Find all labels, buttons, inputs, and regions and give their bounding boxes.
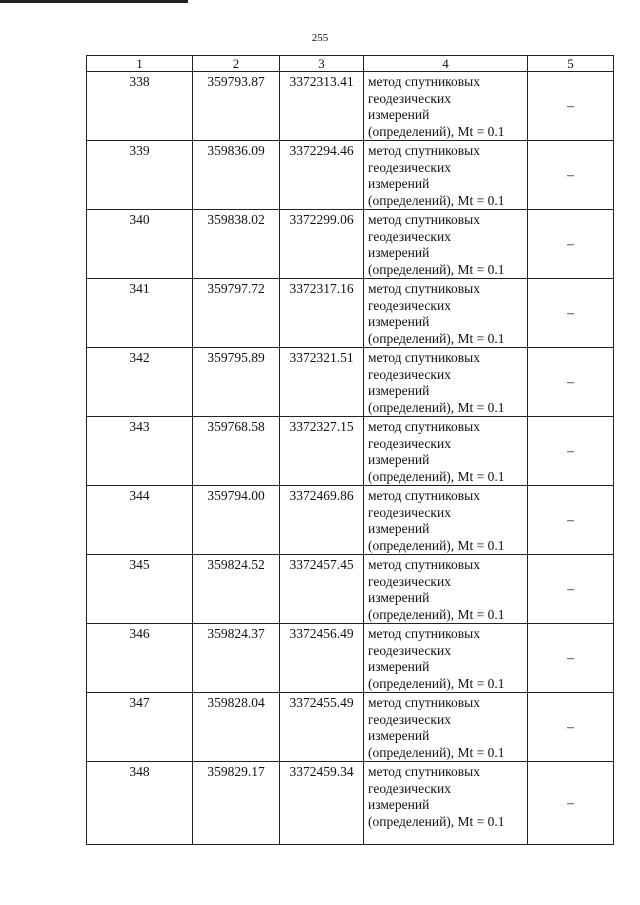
method-line: (определений), Mt = 0.1 <box>368 192 505 208</box>
note-cell: – <box>528 348 614 417</box>
method-line: измерений <box>368 728 430 743</box>
y-coordinate-cell: 3372294.46 <box>280 141 364 210</box>
method-cell <box>364 693 528 762</box>
method-cell <box>364 279 528 348</box>
method-line: (определений), Mt = 0.1 <box>368 675 505 691</box>
method-line: (определений), Mt = 0.1 <box>368 813 505 829</box>
method-cell <box>364 72 528 141</box>
x-coordinate-cell: 359838.02 <box>193 210 280 279</box>
point-number-cell: 344 <box>87 486 193 555</box>
method-cell <box>364 486 528 555</box>
x-coordinate-cell: 359794.00 <box>193 486 280 555</box>
point-number-cell: 341 <box>87 279 193 348</box>
point-number-cell: 345 <box>87 555 193 624</box>
point-number-cell: 347 <box>87 693 193 762</box>
note-cell: – <box>528 417 614 486</box>
note-cell: – <box>528 693 614 762</box>
method-line: геодезических <box>368 642 451 658</box>
note-cell: – <box>528 624 614 693</box>
method-line: геодезических <box>368 297 451 313</box>
point-number-cell: 340 <box>87 210 193 279</box>
method-cell <box>364 348 528 417</box>
y-coordinate-cell: 3372321.51 <box>280 348 364 417</box>
note-cell: – <box>528 279 614 348</box>
note-cell: – <box>528 141 614 210</box>
method-line: измерений <box>368 521 430 536</box>
y-coordinate-cell: 3372459.34 <box>280 762 364 845</box>
method-line: геодезических <box>368 159 451 175</box>
method-cell <box>364 555 528 624</box>
point-number-cell: 346 <box>87 624 193 693</box>
method-line: (определений), Mt = 0.1 <box>368 399 505 415</box>
table-row <box>87 624 614 693</box>
column-header-1: 1 <box>87 56 193 72</box>
method-line: геодезических <box>368 711 451 727</box>
x-coordinate-cell: 359829.17 <box>193 762 280 845</box>
table-row <box>87 486 614 555</box>
point-number-cell: 348 <box>87 762 193 845</box>
method-line: измерений <box>368 107 430 122</box>
x-coordinate-cell: 359797.72 <box>193 279 280 348</box>
method-line: геодезических <box>368 504 451 520</box>
x-coordinate-cell: 359836.09 <box>193 141 280 210</box>
table-row <box>87 210 614 279</box>
method-cell <box>364 624 528 693</box>
method-line: измерений <box>368 176 430 191</box>
note-cell: – <box>528 762 614 845</box>
point-number-cell: 342 <box>87 348 193 417</box>
method-line: (определений), Mt = 0.1 <box>368 537 505 553</box>
note-cell: – <box>528 72 614 141</box>
method-cell <box>364 141 528 210</box>
column-header-2: 2 <box>193 56 280 72</box>
method-line: измерений <box>368 590 430 605</box>
y-coordinate-cell: 3372456.49 <box>280 624 364 693</box>
y-coordinate-cell: 3372317.16 <box>280 279 364 348</box>
method-line: метод спутниковых <box>368 350 480 365</box>
method-cell <box>364 210 528 279</box>
method-line: метод спутниковых <box>368 764 480 779</box>
method-line: геодезических <box>368 228 451 244</box>
method-line: метод спутниковых <box>368 74 480 89</box>
method-line: метод спутниковых <box>368 281 480 296</box>
method-line: геодезических <box>368 435 451 451</box>
note-cell: – <box>528 486 614 555</box>
table-row <box>87 72 614 141</box>
point-number-cell: 339 <box>87 141 193 210</box>
method-line: измерений <box>368 452 430 467</box>
method-line: метод спутниковых <box>368 419 480 434</box>
x-coordinate-cell: 359824.52 <box>193 555 280 624</box>
method-line: метод спутниковых <box>368 557 480 572</box>
note-cell: – <box>528 210 614 279</box>
x-coordinate-cell: 359795.89 <box>193 348 280 417</box>
method-line: (определений), Mt = 0.1 <box>368 261 505 277</box>
table-header-row <box>87 56 614 72</box>
x-coordinate-cell: 359824.37 <box>193 624 280 693</box>
method-line: геодезических <box>368 573 451 589</box>
method-cell <box>364 417 528 486</box>
y-coordinate-cell: 3372313.41 <box>280 72 364 141</box>
y-coordinate-cell: 3372299.06 <box>280 210 364 279</box>
method-line: геодезических <box>368 90 451 106</box>
table-row <box>87 762 614 845</box>
method-line: метод спутниковых <box>368 143 480 158</box>
method-line: (определений), Mt = 0.1 <box>368 468 505 484</box>
page-number: 255 <box>311 32 329 44</box>
method-line: измерений <box>368 245 430 260</box>
table-row <box>87 141 614 210</box>
top-rule <box>0 0 188 3</box>
table-row <box>87 279 614 348</box>
y-coordinate-cell: 3372327.15 <box>280 417 364 486</box>
y-coordinate-cell: 3372455.49 <box>280 693 364 762</box>
x-coordinate-cell: 359768.58 <box>193 417 280 486</box>
note-cell: – <box>528 555 614 624</box>
column-header-3: 3 <box>280 56 364 72</box>
coordinates-table <box>86 55 614 845</box>
point-number-cell: 343 <box>87 417 193 486</box>
y-coordinate-cell: 3372469.86 <box>280 486 364 555</box>
column-header-4: 4 <box>364 56 528 72</box>
table-row <box>87 417 614 486</box>
method-line: измерений <box>368 383 430 398</box>
table-body <box>87 72 614 845</box>
method-line: метод спутниковых <box>368 626 480 641</box>
x-coordinate-cell: 359793.87 <box>193 72 280 141</box>
method-line: геодезических <box>368 780 451 796</box>
table-row <box>87 693 614 762</box>
method-cell <box>364 762 528 845</box>
method-line: измерений <box>368 659 430 674</box>
method-line: метод спутниковых <box>368 488 480 503</box>
y-coordinate-cell: 3372457.45 <box>280 555 364 624</box>
method-line: (определений), Mt = 0.1 <box>368 123 505 139</box>
method-line: метод спутниковых <box>368 695 480 710</box>
table-row <box>87 348 614 417</box>
table-row <box>87 555 614 624</box>
x-coordinate-cell: 359828.04 <box>193 693 280 762</box>
method-line: измерений <box>368 797 430 812</box>
point-number-cell: 338 <box>87 72 193 141</box>
column-header-5: 5 <box>528 56 614 72</box>
method-line: (определений), Mt = 0.1 <box>368 330 505 346</box>
method-line: измерений <box>368 314 430 329</box>
method-line: метод спутниковых <box>368 212 480 227</box>
method-line: геодезических <box>368 366 451 382</box>
method-line: (определений), Mt = 0.1 <box>368 606 505 622</box>
method-line: (определений), Mt = 0.1 <box>368 744 505 760</box>
